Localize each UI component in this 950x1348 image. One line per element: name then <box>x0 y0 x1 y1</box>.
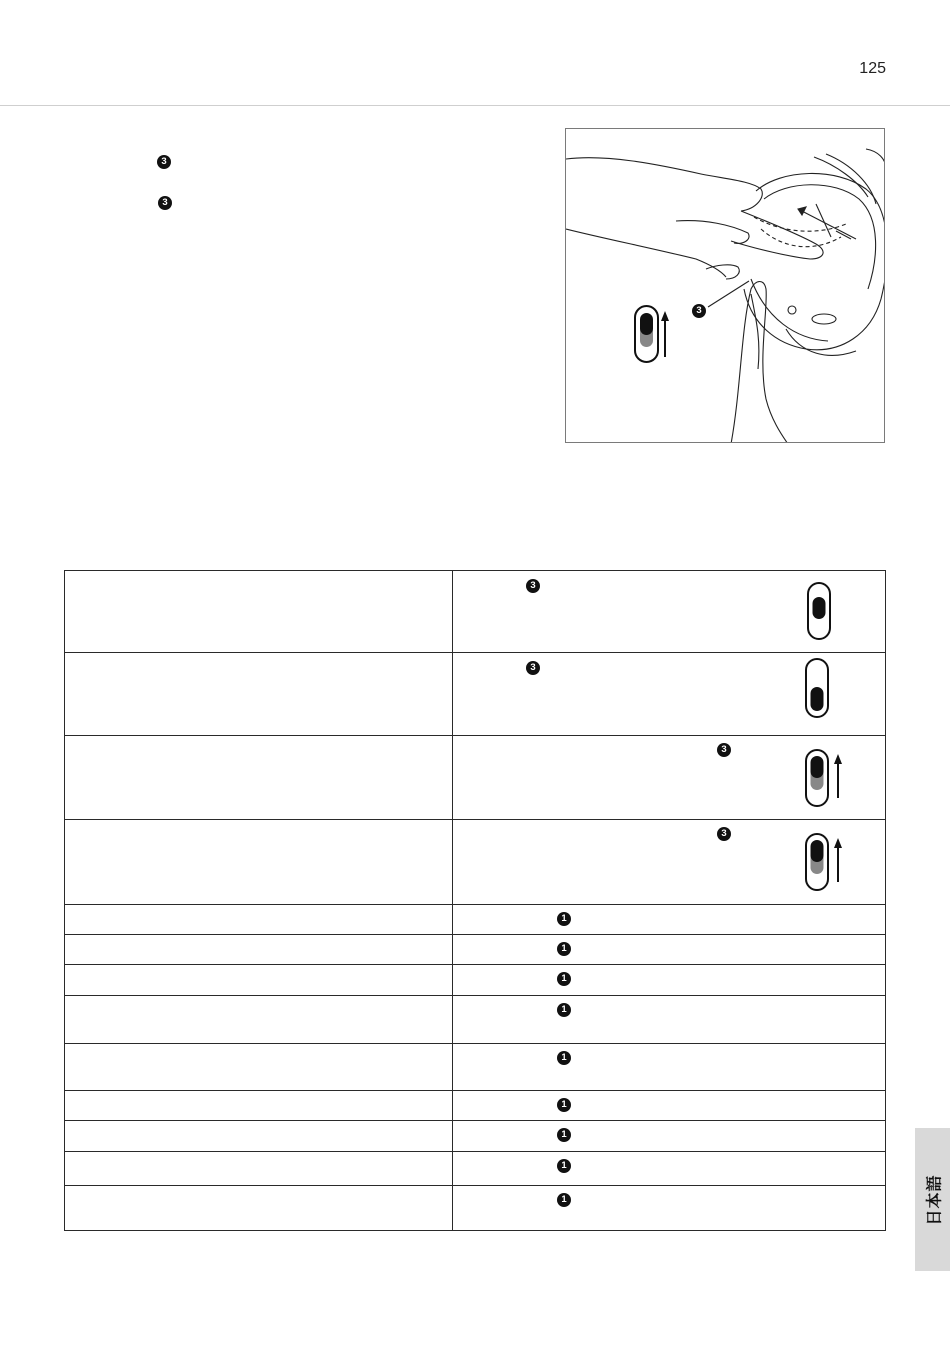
row-label-cell <box>65 1186 453 1231</box>
switch-up-icon <box>805 581 835 641</box>
row-action-cell <box>453 1121 886 1152</box>
headphone-button-press-illustration <box>565 128 885 443</box>
table-row <box>65 905 886 935</box>
step-badge: 1 <box>557 1003 571 1017</box>
row-action-cell <box>453 820 886 905</box>
table-row <box>65 935 886 965</box>
step-badge: 1 <box>557 1098 571 1112</box>
row-label-cell <box>65 1152 453 1186</box>
row-action-cell <box>453 996 886 1044</box>
switch-down-icon <box>803 657 833 719</box>
table-row <box>65 653 886 736</box>
step-badge: 1 <box>557 1128 571 1142</box>
row-label-cell <box>65 1044 453 1091</box>
row-label-cell <box>65 905 453 935</box>
row-action-cell <box>453 1152 886 1186</box>
row-action-cell <box>453 965 886 996</box>
table-row <box>65 736 886 820</box>
row-label-cell <box>65 965 453 996</box>
table-row <box>65 1186 886 1231</box>
table-row <box>65 1152 886 1186</box>
step-badge: 1 <box>557 972 571 986</box>
step-badge: 1 <box>557 1159 571 1173</box>
step-badge: 3 <box>717 743 731 757</box>
table-row <box>65 1044 886 1091</box>
table-row <box>65 965 886 996</box>
row-label-cell <box>65 1121 453 1152</box>
row-action-cell <box>453 935 886 965</box>
table-row <box>65 571 886 653</box>
step-badge: 3 <box>526 661 540 675</box>
table-row <box>65 996 886 1044</box>
switch-slide-up-icon <box>803 748 847 810</box>
callout-badge: 3 <box>692 304 706 318</box>
row-action-cell <box>453 1044 886 1091</box>
header-divider <box>0 105 950 106</box>
row-action-cell <box>453 571 886 653</box>
row-label-cell <box>65 820 453 905</box>
language-side-tab <box>915 1128 950 1271</box>
step-badge: 1 <box>557 1051 571 1065</box>
row-label-cell <box>65 736 453 820</box>
row-action-cell <box>453 653 886 736</box>
table-row <box>65 1121 886 1152</box>
row-action-cell <box>453 1186 886 1231</box>
row-action-cell <box>453 905 886 935</box>
step-badge: 1 <box>557 912 571 926</box>
step-badge: 3 <box>717 827 731 841</box>
step-badge: 3 <box>526 579 540 593</box>
row-label-cell <box>65 653 453 736</box>
illustration-drawing <box>566 129 885 443</box>
row-label-cell <box>65 1091 453 1121</box>
row-label-cell <box>65 996 453 1044</box>
row-label-cell <box>65 571 453 653</box>
function-table <box>64 570 886 1231</box>
table-row <box>65 820 886 905</box>
page-number: 125 <box>859 60 886 77</box>
step-badge: 1 <box>557 942 571 956</box>
row-action-cell <box>453 736 886 820</box>
step-badge: 3 <box>157 155 171 169</box>
language-label: 日本語 <box>924 1173 943 1226</box>
table-row <box>65 1091 886 1121</box>
row-label-cell <box>65 935 453 965</box>
step-badge: 3 <box>158 196 172 210</box>
step-badge: 1 <box>557 1193 571 1207</box>
switch-slide-up-icon <box>803 832 847 894</box>
row-action-cell <box>453 1091 886 1121</box>
